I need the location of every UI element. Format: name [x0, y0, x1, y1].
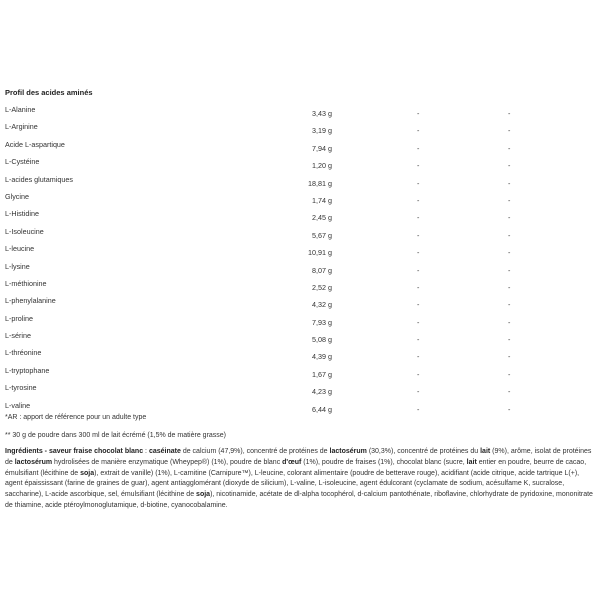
ingredient-text: (9%), arôme, isolat de protéines de	[5, 448, 592, 466]
ingredients-paragraph	[5, 447, 597, 512]
amino-serving-value: -	[508, 161, 511, 171]
amino-row	[0, 364, 600, 381]
amino-name: L-leucine	[5, 244, 35, 254]
amino-serving-value: -	[508, 230, 511, 240]
amino-name: L-valine	[5, 400, 31, 410]
amino-row	[0, 207, 600, 224]
amino-value: 2,45 g	[312, 213, 332, 223]
amino-value: 1,67 g	[312, 369, 332, 379]
ingredient-text: entier en poudre, beurre de cacao, émulsifiant (lécithine de	[5, 458, 587, 477]
amino-row	[0, 277, 600, 294]
ingredient-highlight: soja	[196, 491, 211, 499]
ingredient-highlight: caséinate	[148, 448, 181, 455]
amino-name: L-thréonine	[5, 348, 42, 358]
amino-row	[0, 225, 600, 242]
amino-name: L-acides glutamiques	[5, 174, 73, 184]
amino-ar-value: -	[417, 248, 420, 258]
amino-row	[0, 260, 600, 277]
amino-value: 5,08 g	[312, 335, 332, 345]
amino-value: 18,81 g	[308, 178, 332, 188]
amino-value: 1,20 g	[312, 161, 332, 171]
amino-name: L-Cystéine	[5, 157, 40, 167]
amino-name: Glycine	[5, 191, 29, 201]
amino-row	[0, 346, 600, 363]
amino-ar-value: -	[417, 317, 420, 327]
amino-value: 7,94 g	[312, 143, 332, 153]
amino-row	[0, 155, 600, 172]
amino-row	[0, 312, 600, 329]
amino-serving-value: -	[508, 282, 511, 292]
amino-value: 1,74 g	[312, 195, 332, 205]
amino-serving-value: -	[508, 143, 511, 153]
amino-serving-value: -	[508, 300, 511, 310]
amino-row	[0, 103, 600, 120]
ingredient-text: ), nicotinamide, acétate de dl-alpha tocophérol, d-calcium pantothénate, riboflavine, chlorhydrate de pyridoxine, mononitrate de thiamine, acide ptéroylmonoglutamique, d-biotine, cyanocobalamine.	[5, 491, 593, 509]
amino-ar-value: -	[417, 126, 420, 136]
ingredient-highlight: Ingrédients - saveur fraise chocolat blanc	[5, 448, 144, 455]
ingredient-highlight: lait	[466, 458, 477, 466]
amino-ar-value: -	[417, 109, 420, 118]
amino-ar-value: -	[417, 369, 420, 379]
amino-ar-value: -	[417, 352, 420, 362]
amino-serving-value: -	[508, 213, 511, 223]
amino-value: 4,23 g	[312, 387, 332, 397]
amino-serving-value: -	[508, 404, 511, 414]
amino-ar-value: -	[417, 143, 420, 153]
amino-name: L-phenylalanine	[5, 296, 56, 306]
amino-row	[0, 173, 600, 190]
amino-serving-value: -	[508, 387, 511, 397]
amino-value: 3,19 g	[312, 126, 332, 136]
amino-value: 6,44 g	[312, 404, 332, 414]
amino-value: 10,91 g	[308, 248, 332, 258]
amino-name: L-tyrosine	[5, 383, 37, 393]
amino-name: L-tryptophane	[5, 365, 50, 375]
amino-serving-value: -	[508, 352, 511, 362]
amino-acid-table	[0, 103, 600, 416]
ingredient-text: ), extrait de vanille) (1%), L-carnitine (Carnipure™), L-leucine, colorant alimentaire (poudre de betterave rouge), acidifiant (acide citrique, acide tartrique L(+), agent épaississant (farine de graines de guar), agent antiagglomérant (dioxyde de silicium), L-valine, L-isoleucine, agent édulcorant (cyclamate de sodium, acésulfame K, sucralose, saccharine), L-acide ascorbique, sel, émulsifiant (lécithine de	[5, 469, 580, 499]
amino-ar-value: -	[417, 265, 420, 275]
amino-name: L-méthionine	[5, 278, 47, 288]
amino-serving-value: -	[508, 248, 511, 258]
ingredient-highlight: lactosérum	[14, 458, 53, 466]
amino-value: 4,39 g	[312, 352, 332, 362]
amino-serving-value: -	[508, 195, 511, 205]
ingredient-highlight: lait	[480, 448, 491, 455]
amino-serving-value: -	[508, 317, 511, 327]
serving-footnote: ** 30 g de poudre dans 300 ml de lait écrémé (1,5% de matière grasse)	[5, 432, 227, 439]
amino-serving-value: -	[508, 335, 511, 345]
amino-row	[0, 381, 600, 398]
amino-row	[0, 138, 600, 155]
ingredient-text: (1%), poudre de fraises (1%), chocolat blanc (sucre,	[301, 458, 467, 466]
amino-name: L-proline	[5, 313, 33, 323]
ingredient-text: hydrolisées de manière enzymatique (Wheypep®) (1%), poudre de blanc	[52, 458, 283, 466]
amino-ar-value: -	[417, 213, 420, 223]
amino-ar-value: -	[417, 178, 420, 188]
amino-ar-value: -	[417, 282, 420, 292]
ar-footnote: *AR : apport de référence pour un adulte type	[5, 414, 147, 421]
amino-value: 2,52 g	[312, 282, 332, 292]
amino-value: 4,32 g	[312, 300, 332, 310]
amino-value: 5,67 g	[312, 230, 332, 240]
amino-serving-value: -	[508, 265, 511, 275]
amino-name: Acide L-aspartique	[5, 139, 65, 149]
amino-ar-value: -	[417, 300, 420, 310]
amino-row	[0, 329, 600, 346]
amino-serving-value: -	[508, 178, 511, 188]
amino-ar-value: -	[417, 161, 420, 171]
amino-row	[0, 120, 600, 137]
amino-serving-value: -	[508, 109, 511, 118]
ingredient-text: (30,3%), concentré de protéines du	[366, 448, 481, 455]
amino-ar-value: -	[417, 387, 420, 397]
ingredient-text: :	[143, 448, 149, 455]
amino-value: 3,43 g	[312, 109, 332, 118]
amino-ar-value: -	[417, 335, 420, 345]
amino-name: L-Arginine	[5, 122, 38, 132]
ingredient-highlight: soja	[80, 469, 95, 477]
amino-name: L-Isoleucine	[5, 226, 44, 236]
amino-ar-value: -	[417, 230, 420, 240]
amino-row	[0, 242, 600, 259]
amino-name: L-Alanine	[5, 105, 36, 114]
amino-name: L-Histidine	[5, 209, 39, 219]
ingredient-highlight: lactosérum	[329, 448, 367, 455]
amino-ar-value: -	[417, 195, 420, 205]
amino-name: L-sérine	[5, 331, 31, 341]
ingredient-highlight: d'œuf	[282, 458, 302, 466]
amino-value: 8,07 g	[312, 265, 332, 275]
amino-row	[0, 190, 600, 207]
amino-profile-title: Profil des acides aminés	[5, 88, 93, 97]
ingredient-text: de calcium (47,9%), concentré de protéines de	[180, 448, 330, 455]
amino-serving-value: -	[508, 126, 511, 136]
amino-ar-value: -	[417, 404, 420, 414]
amino-value: 7,93 g	[312, 317, 332, 327]
amino-row	[0, 294, 600, 311]
amino-serving-value: -	[508, 369, 511, 379]
amino-name: L-lysine	[5, 261, 30, 271]
